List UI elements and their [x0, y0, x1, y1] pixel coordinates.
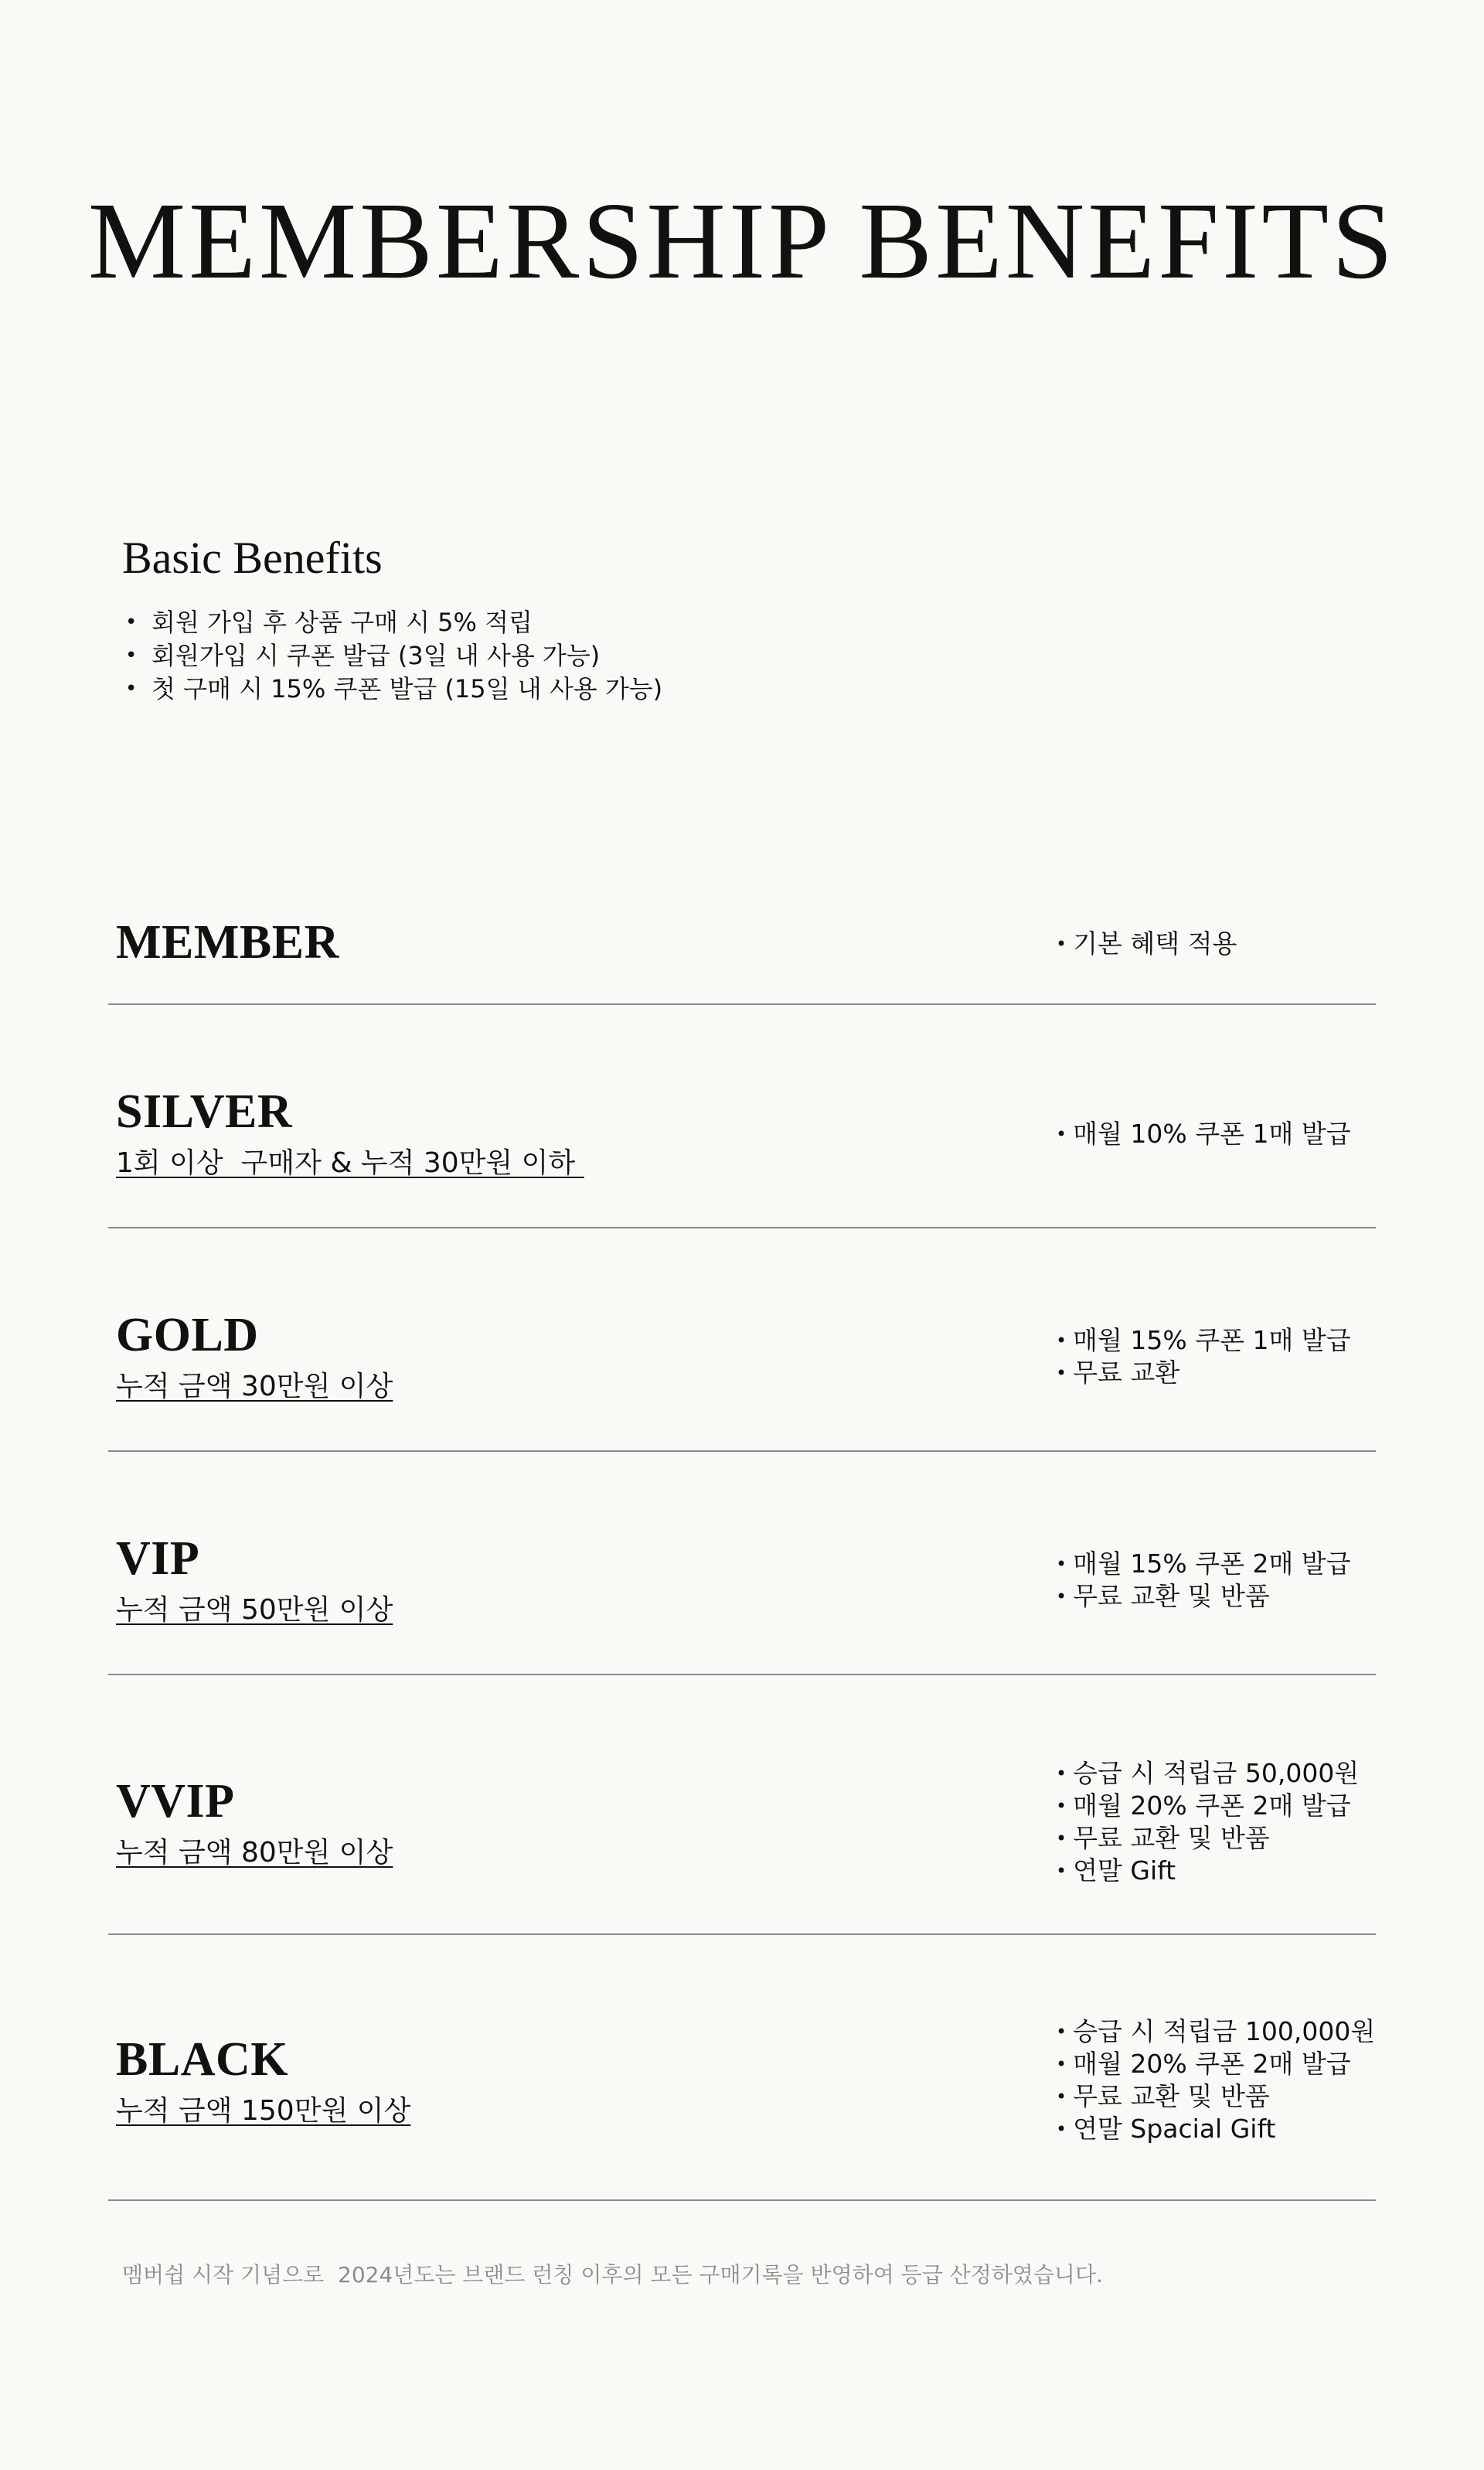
tier-benefits-list [1056, 1118, 1351, 1150]
tier-benefit-item: • 기본 혜택 적용 [1056, 928, 1237, 959]
tier-benefit-item: • 매월 20% 쿠폰 2매 발급 [1056, 2049, 1351, 2079]
tier-benefits-list [1056, 2015, 1375, 2145]
tier-requirement: 누적 금액 80만원 이상 [116, 1837, 393, 1869]
bullet-icon: • [1056, 2118, 1067, 2140]
bullet-icon: • [1056, 1860, 1067, 1882]
basic-benefit-item: • 회원가입 시 쿠폰 발급 (3일 내 사용 가능) [125, 639, 662, 673]
tier-benefits-list [1056, 1548, 1351, 1613]
tier-requirement: 누적 금액 150만원 이상 [116, 2095, 411, 2127]
tier-row-silver [108, 1005, 1376, 1228]
bullet-icon: • [1056, 1362, 1067, 1384]
tier-row-vip [108, 1452, 1376, 1675]
bullet-icon: • [1056, 1586, 1067, 1607]
tier-benefit-item: • 매월 10% 쿠폰 1매 발급 [1056, 1119, 1351, 1149]
tier-benefit-item: • 매월 15% 쿠폰 1매 발급 [1056, 1325, 1351, 1355]
tier-requirement: 누적 금액 30만원 이상 [116, 1371, 393, 1402]
tier-benefit-item: • 무료 교환 및 반품 [1056, 1823, 1270, 1853]
tier-info [116, 1311, 393, 1401]
bullet-icon: • [1056, 1828, 1067, 1849]
bullet-icon: • [1056, 933, 1067, 955]
tier-row-gold [108, 1228, 1376, 1452]
tier-benefit-item: • 매월 20% 쿠폰 2매 발급 [1056, 1790, 1351, 1821]
tier-benefits-list [1056, 1757, 1359, 1887]
basic-benefit-item: • 회원 가입 후 상품 구매 시 5% 적립 [125, 606, 662, 639]
tier-benefits-list [1056, 1324, 1351, 1389]
tier-name: SILVER [116, 1085, 293, 1138]
tier-name: GOLD [116, 1309, 259, 1361]
tier-row-vvip [108, 1675, 1376, 1935]
tier-name: VIP [116, 1532, 200, 1585]
bullet-icon: • [1056, 1553, 1067, 1575]
bullet-icon: • [1056, 1123, 1067, 1145]
bullet-icon: • [1056, 1763, 1067, 1784]
tier-requirement: 1회 이상 구매자 & 누적 30만원 이하 [116, 1147, 584, 1179]
bullet-icon: • [1056, 2021, 1067, 2042]
tier-info [116, 916, 339, 969]
tier-row-black [108, 1935, 1376, 2201]
tier-requirement: 누적 금액 50만원 이상 [116, 1594, 393, 1626]
tier-benefit-item: • 승급 시 적립금 50,000원 [1056, 1758, 1360, 1788]
tier-benefit-item: • 연말 Spacial Gift [1056, 2114, 1276, 2144]
bullet-icon: • [1056, 2086, 1067, 2107]
basic-benefits-section [122, 533, 662, 706]
bullet-icon: • [1056, 1330, 1067, 1351]
tier-info [116, 1532, 393, 1626]
tier-row-member [108, 874, 1376, 1005]
tier-info [116, 1777, 393, 1867]
tier-benefits-list [1056, 928, 1237, 960]
tier-benefit-item: • 승급 시 적립금 100,000원 [1056, 2016, 1376, 2046]
basic-benefit-item: • 첫 구매 시 15% 쿠폰 발급 (15일 내 사용 가능) [125, 673, 662, 706]
tier-benefit-item: • 무료 교환 및 반품 [1056, 1581, 1270, 1611]
tier-info [116, 2033, 411, 2127]
tier-benefit-item: • 무료 교환 [1056, 1358, 1180, 1388]
tier-benefit-item: • 매월 15% 쿠폰 2매 발급 [1056, 1548, 1351, 1579]
tier-table [108, 874, 1376, 2201]
bullet-icon: • [1056, 2053, 1067, 2075]
tier-benefit-item: • 무료 교환 및 반품 [1056, 2081, 1270, 2111]
page-title: MEMBERSHIP BENEFITS [87, 179, 1397, 302]
bullet-icon: • [1056, 1795, 1067, 1817]
tier-name: MEMBER [116, 916, 339, 969]
tier-benefit-item: • 연말 Gift [1056, 1855, 1176, 1886]
tier-name: BLACK [116, 2033, 288, 2086]
footnote: 멤버쉽 시작 기념으로 2024년도는 브랜드 런칭 이후의 모든 구매기록을 반영하여 등급 산정하였습니다. [122, 2262, 1103, 2288]
tier-info [116, 1085, 584, 1179]
tier-name: VVIP [116, 1775, 235, 1828]
basic-benefits-list [122, 606, 662, 706]
basic-benefits-title: Basic Benefits [122, 533, 383, 583]
